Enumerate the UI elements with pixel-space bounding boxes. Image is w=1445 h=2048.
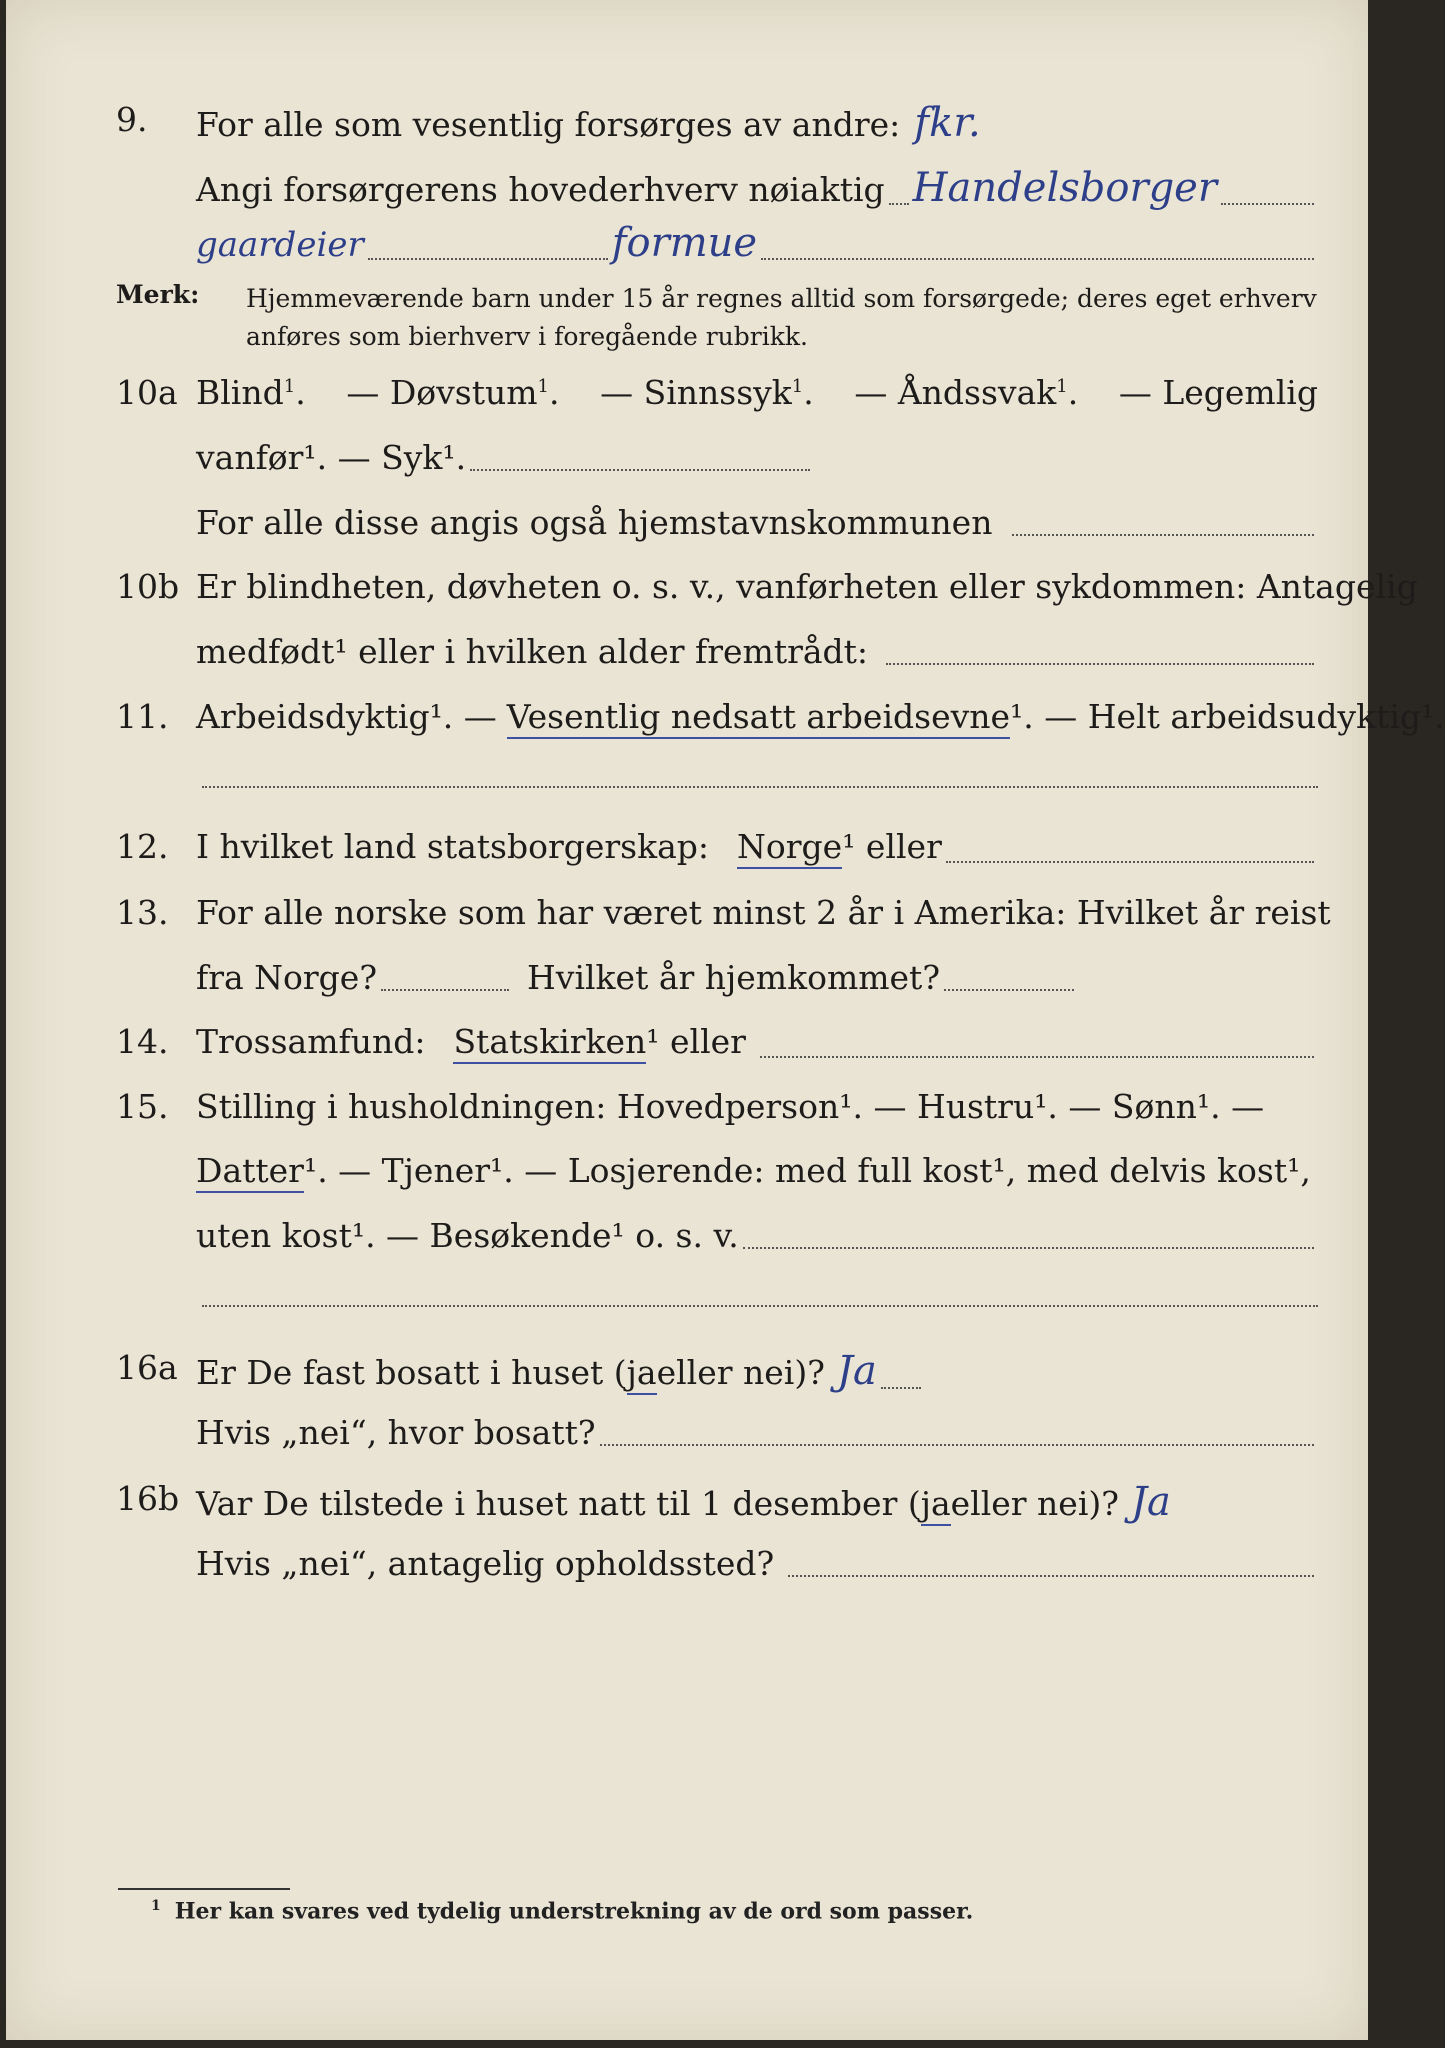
q10b-dots (886, 663, 1314, 665)
q10a-legemlig[interactable]: — Legemlig (1118, 373, 1318, 412)
q15-options-end: uten kost¹. — Besøkende¹ o. s. v. (196, 1216, 739, 1255)
q11-answer-dots (202, 786, 1318, 788)
q16b-number: 16b (116, 1479, 180, 1518)
q10a-vanfor-syk[interactable]: vanfør¹. — Syk¹. (196, 438, 467, 477)
q15-datter-underlined[interactable]: Datter (196, 1151, 304, 1193)
q16b-dots (788, 1575, 1314, 1577)
q12-number: 12. (116, 827, 169, 866)
q16a-hvor-bosatt-label: Hvis „nei“, hvor bosatt? (196, 1413, 596, 1452)
q9-line3-dots (368, 258, 608, 260)
q16a-number: 16a (116, 1348, 178, 1387)
q16a-ja-underlined[interactable]: ja (627, 1353, 657, 1395)
q13-question: For alle norske som har været minst 2 år i Amerika: Hvilket år reist (196, 893, 1331, 932)
q11-vesentlig-nedsatt-underlined[interactable]: Vesentlig nedsatt arbeidsevne (507, 697, 1010, 739)
q12-question: I hvilket land statsborgerskap: (196, 827, 710, 866)
q10a-sinnssyk[interactable]: — Sinnssyk$^1$. (600, 373, 814, 412)
q16b-ja-underlined[interactable]: ja (921, 1484, 951, 1526)
census-form-page (6, 0, 1445, 2040)
q10a-hjemstavn-dots (1012, 534, 1314, 536)
footnote-text: Her kan svares ved tydelig understrekning av de ord som passer. (174, 1898, 974, 1925)
q9-occupation-label: Angi forsørgerens hovederhverv nøiaktig (196, 170, 885, 209)
q14-dots (760, 1056, 1314, 1058)
q10a-andssvak[interactable]: — Åndssvak$^1$. (854, 373, 1079, 412)
q16b-opholdssted-label: Hvis „nei“, antagelig opholdssted? (196, 1544, 775, 1583)
q10b-question: Er blindheten, døvheten o. s. v., vanførheten eller sykdommen: Antagelig (196, 567, 1418, 606)
q10a-number: 10a (116, 373, 178, 412)
merk-label: Merk: (116, 280, 200, 309)
q13-reist-dots (381, 989, 509, 991)
q16a-hvor-dots (600, 1444, 1314, 1446)
q10b-medfodt: medfødt¹ eller i hvilken alder fremtrådt: (196, 632, 869, 671)
q15-answer-dots (202, 1305, 1318, 1307)
q11-helt-udyktig[interactable]: ¹. — Helt arbeidsudyktig¹. (1010, 697, 1445, 736)
q15-options: ¹. — Tjener¹. — Losjerende: med full kost¹, med delvis kost¹, (303, 1151, 1311, 1190)
q14-eller: ¹ eller (646, 1022, 746, 1061)
q14-statskirken-underlined[interactable]: Statskirken (453, 1022, 646, 1064)
q11-number: 11. (116, 697, 169, 736)
q15-number: 15. (116, 1087, 169, 1126)
q10b-number: 10b (116, 567, 180, 606)
footnote-mark: 1 (151, 1898, 161, 1914)
merk-text: Hjemmeværende barn under 15 år regnes alltid som forsørgede; deres eget erhverv anføres som bierhverv i foregående rubrikk. (246, 284, 1317, 351)
q10a-hjemstavn-label: For alle disse angis også hjemstavnskommunen (196, 503, 993, 542)
q9-occupation-handwritten[interactable]: Handelsborger (912, 165, 1217, 211)
q10a-dovstum[interactable]: — Døvstum$^1$. (346, 373, 560, 412)
q14-question: Trossamfund: (196, 1022, 426, 1061)
q15-dots (743, 1247, 1314, 1249)
q9-number: 9. (116, 100, 148, 139)
q12-eller: ¹ eller (842, 827, 942, 866)
footnote (151, 1898, 973, 1924)
q9-answer-handwritten[interactable]: fkr. (914, 100, 981, 146)
q12-dots (946, 861, 1314, 863)
q13-number: 13. (116, 893, 169, 932)
q9-dots-end (1221, 203, 1314, 205)
q15-question: Stilling i husholdningen: Hovedperson¹. — Hustru¹. — Sønn¹. — (196, 1087, 1265, 1126)
q9-question: For alle som vesentlig forsørges av andre: (196, 105, 901, 144)
q13-hjemkommet-label: Hvilket år hjemkommet? (527, 958, 941, 997)
q10a-blind[interactable]: Blind$^1$. (196, 373, 306, 412)
q14-number: 14. (116, 1022, 169, 1061)
q9-line3-dots-end (761, 258, 1314, 260)
q10a-syk-dots (470, 469, 810, 471)
q16b-answer-handwritten[interactable]: Ja (1130, 1479, 1171, 1525)
q16b-question-end: eller nei)? (950, 1484, 1119, 1523)
q13-hjemkommet-dots (944, 989, 1074, 991)
q9-dots (889, 203, 909, 205)
q16a-question-start: Er De fast bosatt i huset ( (196, 1353, 627, 1392)
q9-line3-handwritten-1[interactable]: gaardeier (196, 225, 364, 265)
q16a-question-end: eller nei)? (656, 1353, 825, 1392)
q16b-question-start: Var De tilstede i huset natt til 1 desember ( (196, 1484, 921, 1523)
q16a-dots (881, 1387, 921, 1389)
footnote-rule (118, 1888, 290, 1890)
q9-line3-handwritten-2[interactable]: formue (611, 220, 758, 266)
q12-norge-underlined[interactable]: Norge (737, 827, 842, 869)
q16a-answer-handwritten[interactable]: Ja (836, 1348, 877, 1394)
q11-arbeidsdyktig[interactable]: Arbeidsdyktig¹. — (196, 697, 497, 736)
q13-reist-label: fra Norge? (196, 958, 378, 997)
